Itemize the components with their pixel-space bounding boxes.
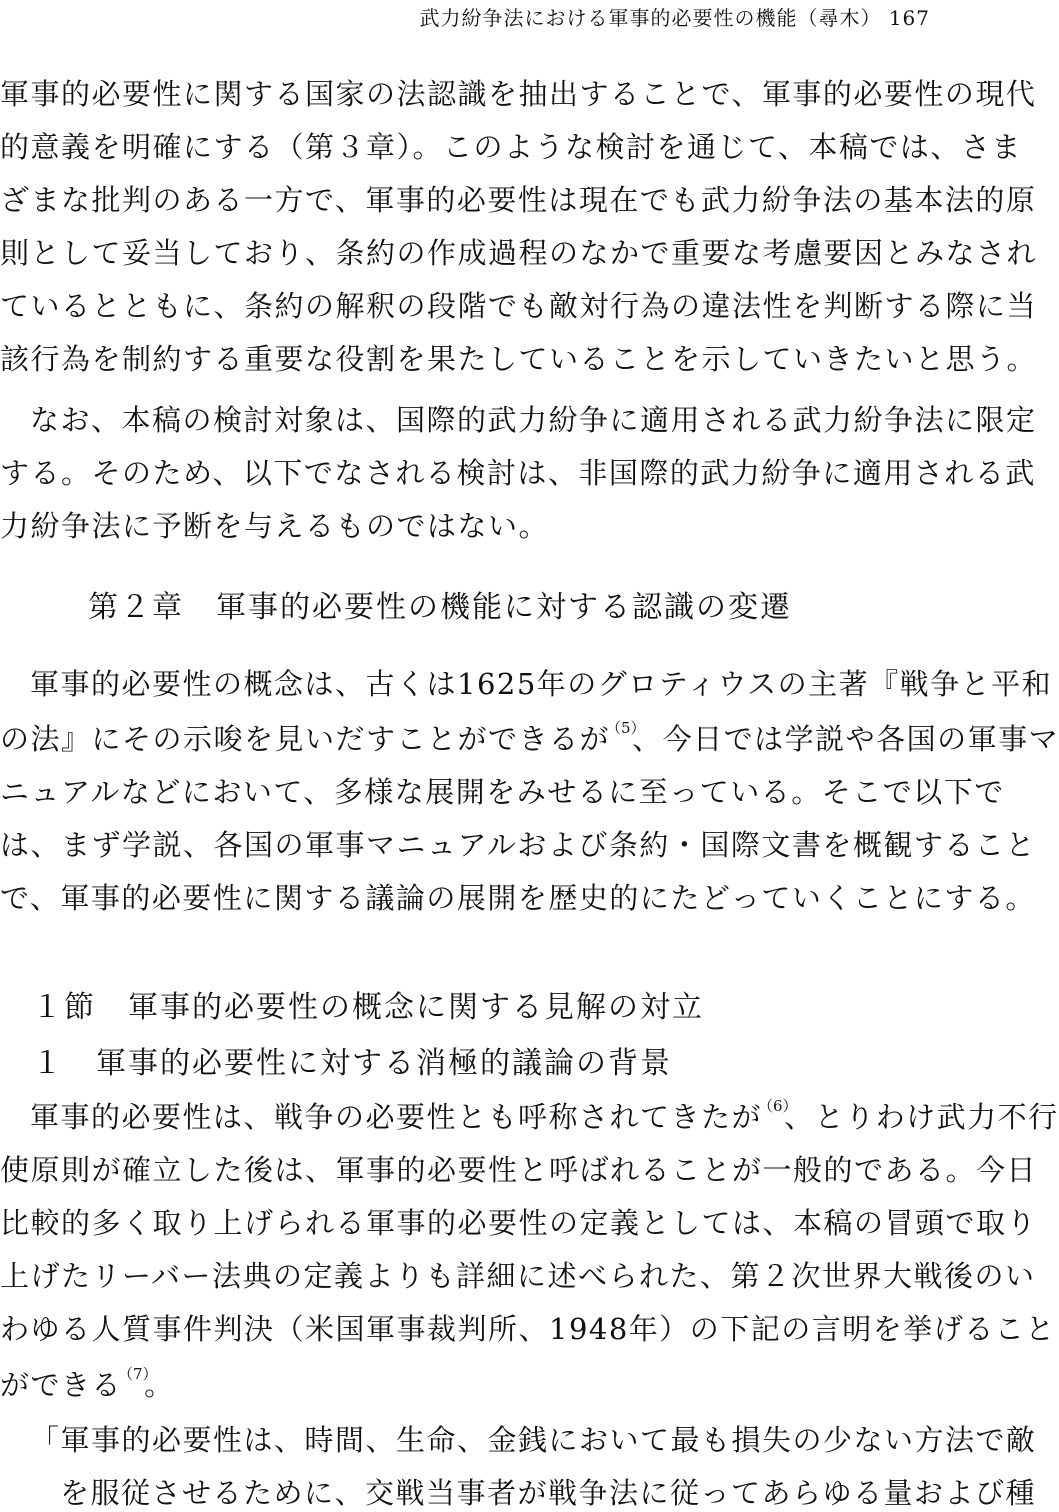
- body-text: 。: [144, 1368, 175, 1402]
- footnote-ref: （6）: [758, 1097, 791, 1115]
- body-line: 比較的多く取り上げられる軍事的必要性の定義としては、本稿の冒頭で取り: [0, 1206, 1038, 1240]
- body-line: [0, 1363, 960, 1404]
- body-line: 軍事的必要性の概念は、古くは1625年のグロティウスの主著『戦争と平和: [30, 667, 1053, 701]
- body-line: 使原則が確立した後は、軍事的必要性と呼ばれることが一般的である。今日: [0, 1153, 1038, 1187]
- quote-line: を服従させるために、交戦当事者が戦争法に従ってあらゆる量および種: [60, 1476, 1037, 1510]
- running-header: 武力紛争法における軍事的必要性の機能（尋木） 167: [419, 6, 930, 30]
- body-line: 上げたリーバー法典の定義よりも詳細に述べられた、第２次世界大戦後のい: [0, 1259, 1036, 1293]
- body-line: 該行為を制約する重要な役割を果たしていることを示していきたいと思う。: [0, 342, 1038, 376]
- chapter-heading: 第２章 軍事的必要性の機能に対する認識の変遷: [88, 590, 792, 625]
- body-line: ているとともに、条約の解釈の段階でも敵対行為の違法性を判断する際に当: [0, 289, 1038, 323]
- body-line: ニュアルなどにおいて、多様な展開をみせるに至っている。そこで以下で: [0, 775, 1005, 809]
- footnote-ref: （7）: [118, 1365, 151, 1383]
- body-line: は、まず学説、各国の軍事マニュアルおよび条約・国際文書を概観すること: [0, 828, 1036, 862]
- body-text: 、とりわけ武力不行: [784, 1100, 1059, 1134]
- quote-line: 「軍事的必要性は、時間、生命、金銭において最も損失の少ない方法で敵: [30, 1423, 1037, 1457]
- subsection-heading: １ 軍事的必要性に対する消極的議論の背景: [32, 1046, 672, 1081]
- body-line: 的意義を明確にする（第３章）。このような検討を通じて、本稿では、さま: [0, 130, 1022, 164]
- body-line: で、軍事的必要性に関する議論の展開を歴史的にたどっていくことにする。: [0, 881, 1036, 915]
- body-line: わゆる人質事件判決（米国軍事裁判所、1948年）の下記の言明を挙げること: [0, 1312, 1056, 1346]
- body-text: 、今日では学説や各国の軍事マ: [632, 722, 1059, 756]
- body-line: 軍事的必要性に関する国家の法認識を抽出することで、軍事的必要性の現代: [0, 77, 1037, 111]
- body-line: なお、本稿の検討対象は、国際的武力紛争に適用される武力紛争法に限定: [30, 403, 1037, 437]
- section-heading: １節 軍事的必要性の概念に関する見解の対立: [32, 990, 704, 1025]
- body-line: 則として妥当しており、条約の作成過程のなかで重要な考慮要因とみなされ: [0, 236, 1038, 270]
- body-line: する。そのため、以下でなされる検討は、非国際的武力紛争に適用される武: [0, 456, 1036, 490]
- body-text: ができる: [0, 1368, 123, 1402]
- body-text: 軍事的必要性は、戦争の必要性とも呼称されてきたが: [30, 1100, 763, 1134]
- body-text: の法』にその示唆を見いだすことができるが: [0, 722, 611, 756]
- footnote-ref: （5）: [606, 719, 639, 737]
- body-line: [30, 1095, 1059, 1136]
- body-line: 力紛争法に予断を与えるものではない。: [0, 509, 550, 543]
- body-line: [0, 717, 1059, 758]
- body-line: ざまな批判のある一方で、軍事的必要性は現在でも武力紛争法の基本法的原: [0, 183, 1037, 217]
